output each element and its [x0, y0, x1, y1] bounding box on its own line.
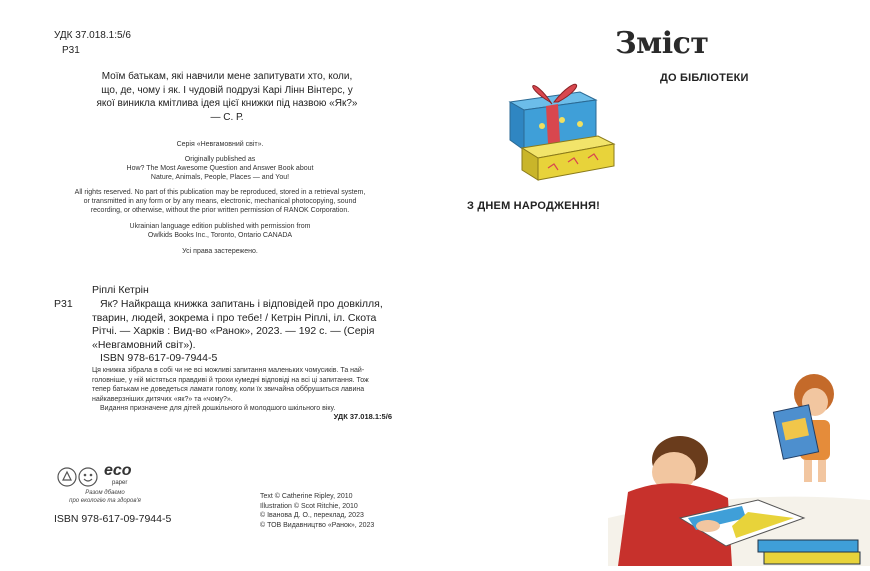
annotation-line-1: Ця книжка зібрала в собі чи не всі можливі запитання маленьких чомусиків. Та най-	[92, 367, 365, 374]
annotation-line-5: Видання призначене для дітей дошкільного й молодшого шкільного віку.	[100, 405, 336, 412]
eco-logo-text: eco	[104, 462, 132, 479]
annotation-line-3: тепер батькам не доведеться ламати голову, коли їх звичайна оббрушиться лавина	[92, 386, 365, 393]
original-title-3: Nature, Animals, People, Places — and You!	[150, 174, 290, 181]
series-line: Серія «Невгамовний світ».	[176, 141, 264, 148]
udk-bottom: УДК 37.018.1:5/6	[333, 412, 392, 421]
credit-publisher: © ТОВ Видавництво «Ранок», 2023	[260, 521, 375, 529]
eco-caption-2: про екологію та здоров'я	[69, 497, 141, 504]
eco-caption-1: Разом дбаємо	[85, 490, 125, 496]
credits	[260, 492, 374, 530]
annotation-line-4: найкаверзніших дитячих «як?» та «чому?».	[92, 395, 233, 403]
section-heading-birthday: З ДНЕМ НАРОДЖЕННЯ!	[467, 200, 600, 212]
rights-reserved: Усі права застережено.	[182, 248, 258, 255]
ukrainian-edition-2: Owlkids Books Inc., Toronto, Ontario CANADA	[147, 232, 293, 239]
original-title-2: How? The Most Awesome Question and Answer Book about	[126, 165, 314, 172]
code-top: Р31	[62, 45, 80, 56]
isbn-bottom: ISBN 978-617-09-7944-5	[54, 513, 172, 525]
reading-child-illustration	[608, 368, 870, 566]
eco-paper-logo	[104, 462, 132, 480]
recycle-icon	[56, 466, 100, 488]
credit-text: Text © Catherine Ripley, 2010	[260, 493, 353, 500]
annotation	[92, 366, 392, 414]
page-title: Зміст	[615, 26, 709, 61]
dedication: Моїм батькам, які навчили мене запитувати хто, коли, що, де, чому і як. І чудовій подрузі Карі Лінн Вінтерс, у якої виникла кмітлива ідея цієї книжки під назвою «Як?» — С. Р.	[96, 71, 358, 123]
eco-logo-subtext: paper	[112, 480, 128, 486]
rights-3: recording, or otherwise, without the prior written permission of RANOK Corporation.	[90, 207, 350, 214]
credit-translation: © Іванова Д. О., переклад, 2023	[260, 512, 364, 519]
bibliographic-description: Як? Найкраща книжка запитань і відповідей про довкілля, тварин, людей, зокрема і про тебе! / Кетрін Ріплі, іл. Скота Рітчі. — Харків : Вид-во «Ранок», 2023. — 192 с. — (Серія «Невгамовний світ»).	[92, 298, 383, 351]
annotation-line-2: головніше, у ній містяться правдиві й трохи кумедні відповіді на всі ці запитання. Тож	[92, 376, 369, 384]
gifts-illustration	[502, 64, 622, 184]
contents-page	[440, 0, 870, 566]
author-line: Ріплі Кетрін	[92, 284, 149, 296]
code-mid: Р31	[54, 298, 73, 310]
udk-top: УДК 37.018.1:5/6	[54, 30, 131, 41]
rights-1: All rights reserved. No part of this publication may be reproduced, stored in a retrieval system,	[74, 189, 366, 196]
isbn-mid: ISBN 978-617-09-7944-5	[100, 352, 218, 364]
original-title-1: Originally published as	[184, 156, 256, 163]
ukrainian-edition-1: Ukrainian language edition published with permission from	[129, 223, 311, 230]
rights-2: or transmitted in any form or by any means, electronic, mechanical photocopying, sound	[83, 198, 357, 205]
credit-illustration: Illustration © Scot Ritchie, 2010	[260, 502, 358, 510]
section-heading-library: ДО БІБЛІОТЕКИ	[660, 72, 749, 84]
eco-caption	[55, 490, 155, 505]
